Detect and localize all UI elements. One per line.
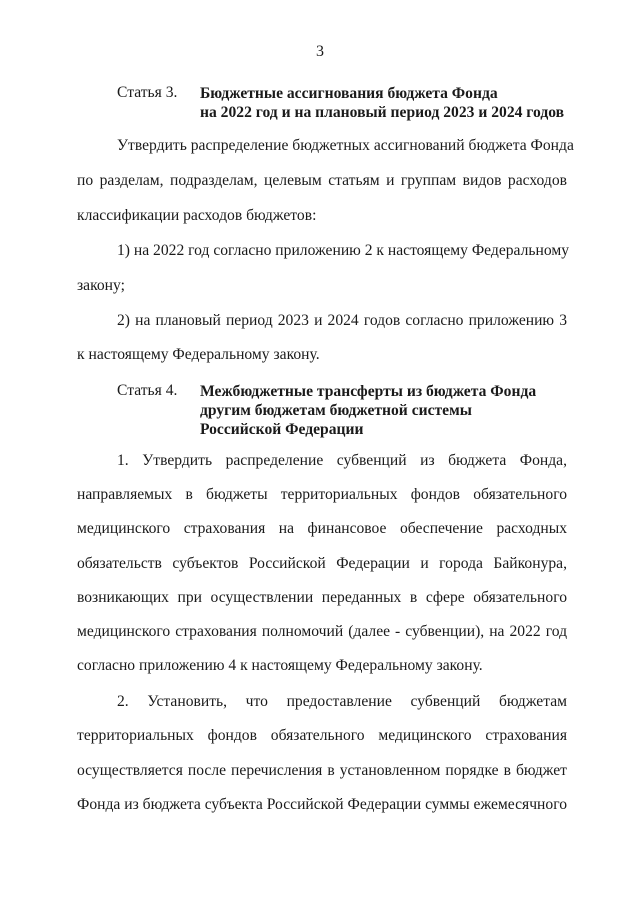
article-4-line-9: территориальных фондов обязательного медицинского страхования bbox=[77, 727, 567, 744]
article-4-line-2: направляемых в бюджеты территориальных фондов обязательного bbox=[77, 486, 567, 503]
page-number: 3 bbox=[316, 43, 324, 60]
article-3-line-4: 1) на 2022 год согласно приложению 2 к настоящему Федеральному bbox=[117, 242, 569, 259]
article-3-line-5: закону; bbox=[77, 277, 125, 294]
article-4-title-line-2: другим бюджетам бюджетной системы bbox=[200, 402, 472, 419]
article-4-line-4: обязательств субъектов Российской Федерации и города Байконура, bbox=[77, 555, 567, 572]
article-3-title-line-1: Бюджетные ассигнования бюджета Фонда bbox=[200, 85, 498, 102]
article-4-line-11: Фонда из бюджета субъекта Российской Федерации суммы ежемесячного bbox=[77, 796, 567, 813]
article-4-line-8: 2. Установить, что предоставление субвенций бюджетам bbox=[117, 693, 567, 710]
article-3-line-1: Утвердить распределение бюджетных ассигнований бюджета Фонда bbox=[117, 137, 574, 154]
article-3-title-line-2: на 2022 год и на плановый период 2023 и 2024 годов bbox=[200, 104, 565, 121]
article-4-line-5: возникающих при осуществлении переданных в сфере обязательного bbox=[77, 589, 567, 606]
article-4-line-1: 1. Утвердить распределение субвенций из бюджета Фонда, bbox=[117, 452, 567, 469]
article-3-label: Статья 3. bbox=[117, 84, 178, 101]
article-4-title-line-3: Российской Федерации bbox=[200, 421, 364, 438]
article-3-line-3: классификации расходов бюджетов: bbox=[77, 207, 317, 224]
article-4-line-3: медицинского страхования на финансовое обеспечение расходных bbox=[77, 520, 567, 537]
article-4-line-6: медицинского страхования полномочий (далее - субвенции), на 2022 год bbox=[77, 623, 567, 640]
article-4-line-7: согласно приложению 4 к настоящему Федеральному закону. bbox=[77, 657, 483, 674]
article-3-line-6: 2) на плановый период 2023 и 2024 годов согласно приложению 3 bbox=[117, 312, 567, 329]
article-3-line-2: по разделам, подразделам, целевым статьям и группам видов расходов bbox=[77, 172, 567, 189]
article-4-title-line-1: Межбюджетные трансферты из бюджета Фонда bbox=[200, 383, 537, 400]
article-4-label: Статья 4. bbox=[117, 382, 178, 399]
article-4-line-10: осуществляется после перечисления в установленном порядке в бюджет bbox=[77, 762, 567, 779]
article-3-line-7: к настоящему Федеральному закону. bbox=[77, 346, 320, 363]
